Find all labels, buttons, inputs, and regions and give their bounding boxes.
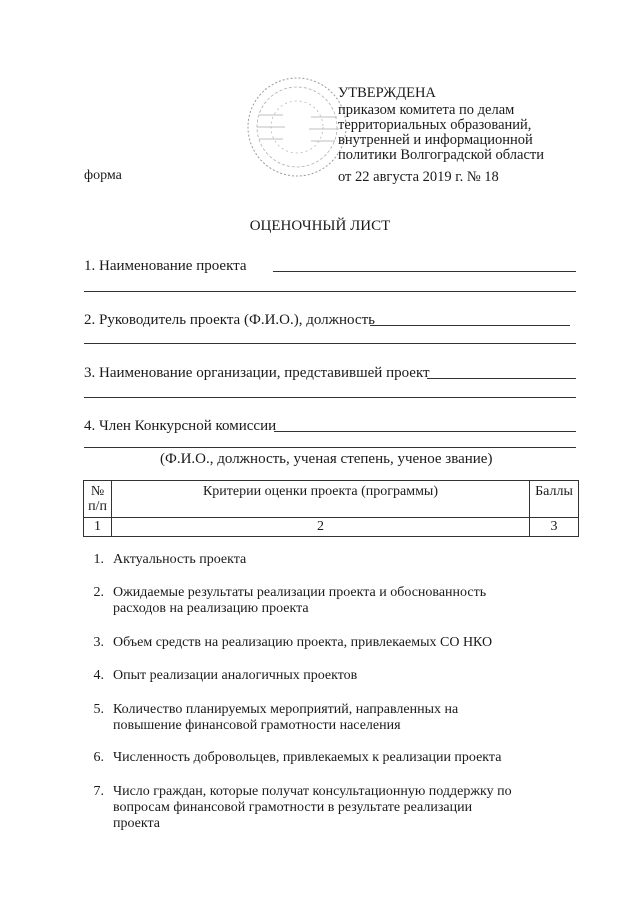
form-label: форма [84, 168, 122, 183]
header-num-label: п/п [88, 499, 107, 514]
project-leader-line [370, 325, 570, 326]
criteria-table [83, 480, 579, 537]
approval-line: политики Волгоградской области [338, 147, 545, 163]
approval-line: внутренней и информационной [338, 132, 533, 148]
project-name-line [273, 271, 576, 272]
list-item: Количество планируемых мероприятий, направленных на повышение финансовой грамотности населения [113, 702, 459, 733]
header-cell-criteria: Критерии оценки проекта (программы) [112, 481, 530, 518]
list-item: Актуальность проекта [113, 552, 247, 567]
list-item: Объем средств на реализацию проекта, привлекаемых СО НКО [113, 635, 493, 650]
list-item: Численность добровольцев, привлекаемых к реализации проекта [113, 750, 502, 765]
approval-line: приказом комитета по делам [338, 102, 515, 118]
approval-line: территориальных образований, [338, 117, 532, 133]
list-item: Ожидаемые результаты реализации проекта и обоснованность расходов на реализацию проекта [113, 585, 487, 616]
header-num-label: № [90, 484, 105, 499]
list-item-number: 6. [93, 750, 104, 765]
project-leader-line [84, 343, 576, 344]
commission-member-line [274, 431, 576, 432]
organization-line [84, 397, 576, 398]
list-item: Число граждан, которые получат консультационную поддержку по вопросам финансовой грамотности в результате реализации проекта [113, 784, 512, 831]
field-label-project-name: 1. Наименование проекта [84, 258, 247, 274]
field-label-project-leader: 2. Руководитель проекта (Ф.И.О.), должность [84, 312, 375, 328]
list-item-number: 5. [93, 702, 104, 717]
field-label-commission-member: 4. Член Конкурсной комиссии [84, 418, 277, 434]
approval-heading: УТВЕРЖДЕНА [338, 85, 436, 101]
official-seal-stamp [245, 75, 349, 179]
commission-member-line [84, 447, 576, 448]
table-cell: 1 [84, 518, 112, 537]
list-item: Опыт реализации аналогичных проектов [113, 668, 358, 683]
table-cell: 2 [112, 518, 530, 537]
organization-line [427, 378, 576, 379]
approval-order-date: от 22 августа 2019 г. № 18 [338, 169, 499, 185]
list-item-number: 7. [93, 784, 104, 799]
field-label-organization: 3. Наименование организации, представившей проект [84, 365, 430, 381]
page-title: ОЦЕНОЧНЫЙ ЛИСТ [249, 218, 391, 234]
list-item-number: 4. [93, 668, 104, 683]
list-item-number: 2. [93, 585, 104, 600]
project-name-line [84, 291, 576, 292]
table-cell: 3 [530, 518, 579, 537]
table-header-row [84, 481, 579, 518]
list-item-number: 3. [93, 635, 104, 650]
header-cell-points: Баллы [530, 481, 579, 518]
table-row [84, 518, 579, 537]
list-item-number: 1. [93, 552, 104, 567]
header-cell-number [84, 481, 112, 518]
commission-member-caption: (Ф.И.О., должность, ученая степень, ученое звание) [160, 451, 493, 467]
